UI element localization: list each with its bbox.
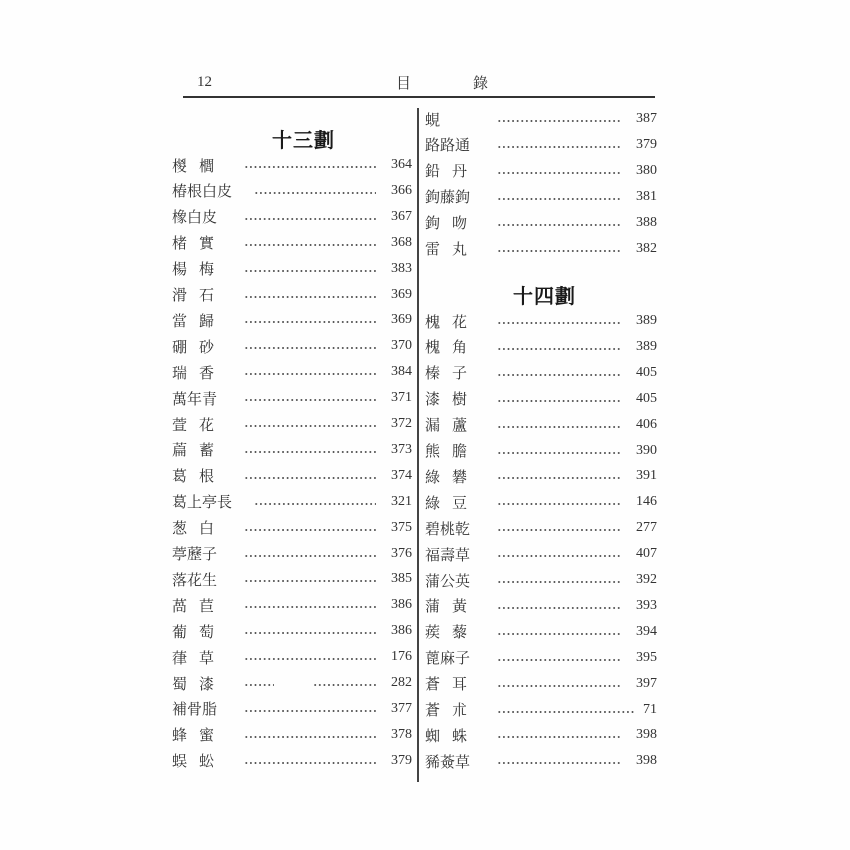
page-reference: 277 bbox=[636, 520, 657, 536]
entry-name: 蜀漆 bbox=[172, 674, 227, 693]
dot-leader bbox=[244, 270, 376, 272]
entry-name: 熊膽 bbox=[425, 442, 480, 460]
page-reference: 321 bbox=[391, 493, 412, 509]
entry-name: 椿根白皮 bbox=[172, 182, 233, 201]
dot-leader bbox=[244, 244, 376, 246]
page-reference: 366 bbox=[391, 182, 412, 198]
entry-name: 葶藶子 bbox=[172, 545, 218, 563]
dot-leader bbox=[244, 555, 376, 557]
section-heading-13-strokes: 十三劃 bbox=[272, 128, 335, 152]
entry-name: 萵苣 bbox=[172, 596, 227, 615]
dot-leader bbox=[244, 710, 376, 712]
dot-leader bbox=[497, 633, 621, 635]
dot-leader bbox=[244, 762, 376, 764]
dot-leader bbox=[244, 632, 376, 634]
toc-entry[interactable] bbox=[425, 463, 657, 489]
page-reference: 390 bbox=[636, 442, 657, 458]
entry-name: 漆樹 bbox=[425, 390, 480, 409]
entry-name: 楊梅 bbox=[172, 260, 227, 279]
toc-entry[interactable] bbox=[172, 722, 412, 748]
entry-name: 雷丸 bbox=[425, 240, 480, 258]
entry-name: 萹蓄 bbox=[172, 441, 227, 460]
toc-entry[interactable] bbox=[172, 282, 412, 308]
toc-entry[interactable] bbox=[172, 385, 412, 411]
dot-leader bbox=[497, 250, 621, 252]
toc-entry[interactable] bbox=[172, 541, 412, 567]
entry-name: 蜂蜜 bbox=[172, 726, 227, 745]
dot-leader bbox=[244, 399, 376, 401]
dot-leader bbox=[244, 529, 376, 531]
page-reference: 391 bbox=[636, 468, 657, 484]
entry-name: 硼砂 bbox=[172, 337, 227, 356]
toc-entry[interactable] bbox=[425, 541, 657, 567]
page-reference: 405 bbox=[636, 364, 657, 380]
entry-name: 碧桃乾 bbox=[425, 519, 471, 538]
entry-name: 蒲公英 bbox=[425, 571, 471, 590]
toc-entry[interactable] bbox=[425, 748, 657, 774]
entry-name: 鉤吻 bbox=[425, 214, 480, 233]
dot-leader bbox=[497, 711, 635, 713]
dot-leader bbox=[244, 347, 376, 349]
dot-leader bbox=[497, 374, 621, 376]
toc-entry[interactable] bbox=[425, 697, 657, 723]
page-number: 12 bbox=[197, 74, 212, 90]
entry-name: 蒼耳 bbox=[425, 675, 480, 694]
entry-name: 綠豆 bbox=[425, 493, 480, 512]
toc-entry[interactable] bbox=[425, 567, 657, 593]
page-reference: 405 bbox=[636, 390, 657, 406]
entry-name: 補骨脂 bbox=[172, 700, 218, 719]
page-reference: 368 bbox=[391, 234, 412, 250]
page-reference: 407 bbox=[636, 546, 657, 562]
page-reference: 392 bbox=[636, 572, 657, 587]
entry-name: 葛根 bbox=[172, 467, 227, 486]
page-reference: 370 bbox=[391, 338, 412, 354]
dot-leader bbox=[497, 348, 621, 350]
dot-leader bbox=[497, 172, 621, 174]
page-reference: 386 bbox=[391, 597, 412, 613]
page-reference: 367 bbox=[391, 208, 412, 224]
entry-name: 蜘蛛 bbox=[425, 726, 480, 745]
toc-entry[interactable] bbox=[425, 210, 657, 236]
page-reference: 71 bbox=[643, 701, 657, 717]
page-reference: 383 bbox=[391, 260, 412, 276]
toc-entry[interactable] bbox=[172, 618, 412, 644]
page-reference: 369 bbox=[391, 286, 412, 302]
toc-entry[interactable] bbox=[172, 644, 412, 670]
page-reference: 374 bbox=[391, 467, 412, 483]
entry-name: 葎草 bbox=[172, 648, 227, 667]
dot-leader bbox=[244, 580, 376, 582]
entry-name: 漏蘆 bbox=[425, 416, 480, 435]
entry-name: 蜆 bbox=[425, 110, 441, 129]
dot-leader bbox=[244, 166, 376, 168]
page-reference: 364 bbox=[391, 157, 412, 172]
dot-leader bbox=[244, 296, 376, 298]
entry-name: 榛子 bbox=[425, 364, 480, 383]
dot-leader bbox=[497, 322, 621, 324]
dot-leader bbox=[497, 224, 621, 226]
toc-entry[interactable] bbox=[172, 359, 412, 385]
toc-entry[interactable] bbox=[425, 515, 657, 541]
dot-leader bbox=[497, 503, 621, 505]
page-reference: 406 bbox=[636, 416, 657, 432]
entry-name: 路路通 bbox=[425, 136, 471, 155]
dot-leader bbox=[254, 503, 376, 505]
toc-entry[interactable] bbox=[172, 178, 412, 204]
toc-entry[interactable] bbox=[172, 463, 412, 489]
dot-leader bbox=[244, 321, 376, 323]
page-reference: 146 bbox=[636, 494, 657, 510]
page-reference: 369 bbox=[391, 312, 412, 328]
toc-entry[interactable] bbox=[172, 696, 412, 722]
toc-entry[interactable] bbox=[172, 566, 412, 592]
toc-entry[interactable] bbox=[172, 489, 412, 515]
entry-name: 綠礬 bbox=[425, 467, 480, 486]
dot-leader bbox=[497, 426, 621, 428]
dot-leader bbox=[497, 452, 621, 454]
entry-name: 蓖麻子 bbox=[425, 649, 471, 668]
dot-leader bbox=[497, 555, 621, 557]
page-reference: 382 bbox=[636, 240, 657, 256]
toc-entry[interactable] bbox=[425, 593, 657, 619]
page-reference: 386 bbox=[391, 623, 412, 639]
dot-leader bbox=[244, 218, 376, 220]
entry-name: 鉤藤鉤 bbox=[425, 188, 471, 207]
page-reference: 381 bbox=[636, 188, 657, 204]
dot-leader bbox=[497, 607, 621, 609]
page-reference: 395 bbox=[636, 649, 657, 665]
dot-leader bbox=[244, 684, 376, 686]
toc-entry[interactable] bbox=[425, 438, 657, 464]
dot-leader bbox=[244, 736, 376, 738]
toc-entry[interactable] bbox=[425, 722, 657, 748]
dot-leader bbox=[497, 477, 621, 479]
page-reference: 380 bbox=[636, 162, 657, 178]
dot-leader bbox=[497, 659, 621, 661]
toc-entry[interactable] bbox=[172, 307, 412, 333]
page-reference: 387 bbox=[636, 111, 657, 126]
page-header bbox=[183, 72, 655, 96]
leader-gap bbox=[274, 682, 314, 688]
toc-entry[interactable] bbox=[172, 256, 412, 282]
toc-entry[interactable] bbox=[425, 619, 657, 645]
running-title: 目錄 bbox=[396, 74, 551, 92]
toc-entry[interactable] bbox=[172, 437, 412, 463]
entry-name: 鉛丹 bbox=[425, 162, 480, 181]
dot-leader bbox=[244, 658, 376, 660]
page-reference: 378 bbox=[391, 726, 412, 742]
dot-leader bbox=[497, 685, 621, 687]
entry-name: 蒺藜 bbox=[425, 623, 480, 642]
entry-name: 萬年青 bbox=[172, 389, 218, 408]
toc-entry[interactable] bbox=[425, 106, 657, 132]
page-reference: 379 bbox=[636, 136, 657, 152]
entry-name: 葱白 bbox=[172, 519, 227, 538]
toc-entry[interactable] bbox=[425, 308, 657, 334]
toc-entry[interactable] bbox=[425, 386, 657, 412]
toc-entry[interactable] bbox=[172, 152, 412, 178]
dot-leader bbox=[244, 477, 376, 479]
dot-leader bbox=[497, 198, 621, 200]
dot-leader bbox=[497, 146, 621, 148]
dot-leader bbox=[497, 736, 621, 738]
section-heading-14-strokes: 十四劃 bbox=[513, 284, 576, 308]
column-divider bbox=[417, 108, 419, 782]
page-reference: 398 bbox=[636, 727, 657, 743]
page-reference: 384 bbox=[391, 364, 412, 380]
entry-name: 橡白皮 bbox=[172, 208, 218, 227]
entry-name: 落花生 bbox=[172, 570, 218, 589]
entry-name: 萱花 bbox=[172, 415, 227, 434]
entry-name: 蒼朮 bbox=[425, 701, 480, 719]
toc-entry[interactable] bbox=[425, 334, 657, 360]
dot-leader bbox=[497, 581, 621, 583]
page-reference: 373 bbox=[391, 441, 412, 457]
toc-entry[interactable] bbox=[172, 592, 412, 618]
page-reference: 398 bbox=[636, 753, 657, 769]
dot-leader bbox=[497, 120, 621, 122]
page-reference: 394 bbox=[636, 623, 657, 639]
entry-name: 槐角 bbox=[425, 338, 480, 357]
toc-entry[interactable] bbox=[425, 360, 657, 386]
entry-name: 豨薟草 bbox=[425, 752, 471, 771]
page-reference: 282 bbox=[391, 675, 412, 690]
toc-entry[interactable] bbox=[425, 184, 657, 210]
page-reference: 389 bbox=[636, 313, 657, 328]
entry-name: 滑石 bbox=[172, 286, 227, 304]
toc-entry[interactable] bbox=[425, 489, 657, 515]
page-reference: 388 bbox=[636, 214, 657, 230]
page-reference: 389 bbox=[636, 338, 657, 354]
toc-entry[interactable] bbox=[425, 158, 657, 184]
entry-name: 蒲黃 bbox=[425, 597, 480, 616]
toc-entry[interactable] bbox=[425, 671, 657, 697]
dot-leader bbox=[497, 529, 621, 531]
toc-entry[interactable] bbox=[425, 412, 657, 438]
toc-entry[interactable] bbox=[425, 236, 657, 262]
toc-entry[interactable] bbox=[172, 411, 412, 437]
entry-name: 葡萄 bbox=[172, 622, 227, 641]
page-reference: 376 bbox=[391, 545, 412, 561]
page-reference: 393 bbox=[636, 597, 657, 613]
page-reference: 385 bbox=[391, 571, 412, 587]
toc-entry[interactable] bbox=[172, 670, 412, 696]
entry-name: 葛上亭長 bbox=[172, 493, 233, 512]
entry-name: 槐花 bbox=[425, 312, 480, 331]
entry-name: 瑞香 bbox=[172, 363, 227, 382]
dot-leader bbox=[244, 606, 376, 608]
dot-leader bbox=[244, 425, 376, 427]
dot-leader bbox=[244, 451, 376, 453]
entry-name: 楮實 bbox=[172, 234, 227, 253]
toc-entry[interactable] bbox=[172, 230, 412, 256]
toc-entry[interactable] bbox=[172, 204, 412, 230]
dot-leader bbox=[254, 192, 376, 194]
toc-entry[interactable] bbox=[172, 333, 412, 359]
toc-entry[interactable] bbox=[425, 645, 657, 671]
header-rule bbox=[183, 96, 655, 98]
page-reference: 176 bbox=[391, 649, 412, 665]
dot-leader bbox=[497, 400, 621, 402]
page-reference: 379 bbox=[391, 752, 412, 768]
entry-name: 福壽草 bbox=[425, 545, 471, 564]
dot-leader bbox=[244, 373, 376, 375]
toc-entry[interactable] bbox=[172, 515, 412, 541]
entry-name: 椶櫚 bbox=[172, 156, 227, 175]
page-reference: 371 bbox=[391, 390, 412, 406]
entry-name: 蜈蚣 bbox=[172, 752, 227, 771]
page-reference: 375 bbox=[391, 519, 412, 535]
dot-leader bbox=[497, 762, 621, 764]
toc-entry[interactable] bbox=[172, 748, 412, 774]
page-reference: 377 bbox=[391, 700, 412, 716]
toc-entry[interactable] bbox=[425, 132, 657, 158]
page-reference: 372 bbox=[391, 416, 412, 431]
page-reference: 397 bbox=[636, 675, 657, 691]
entry-name: 當歸 bbox=[172, 311, 227, 330]
